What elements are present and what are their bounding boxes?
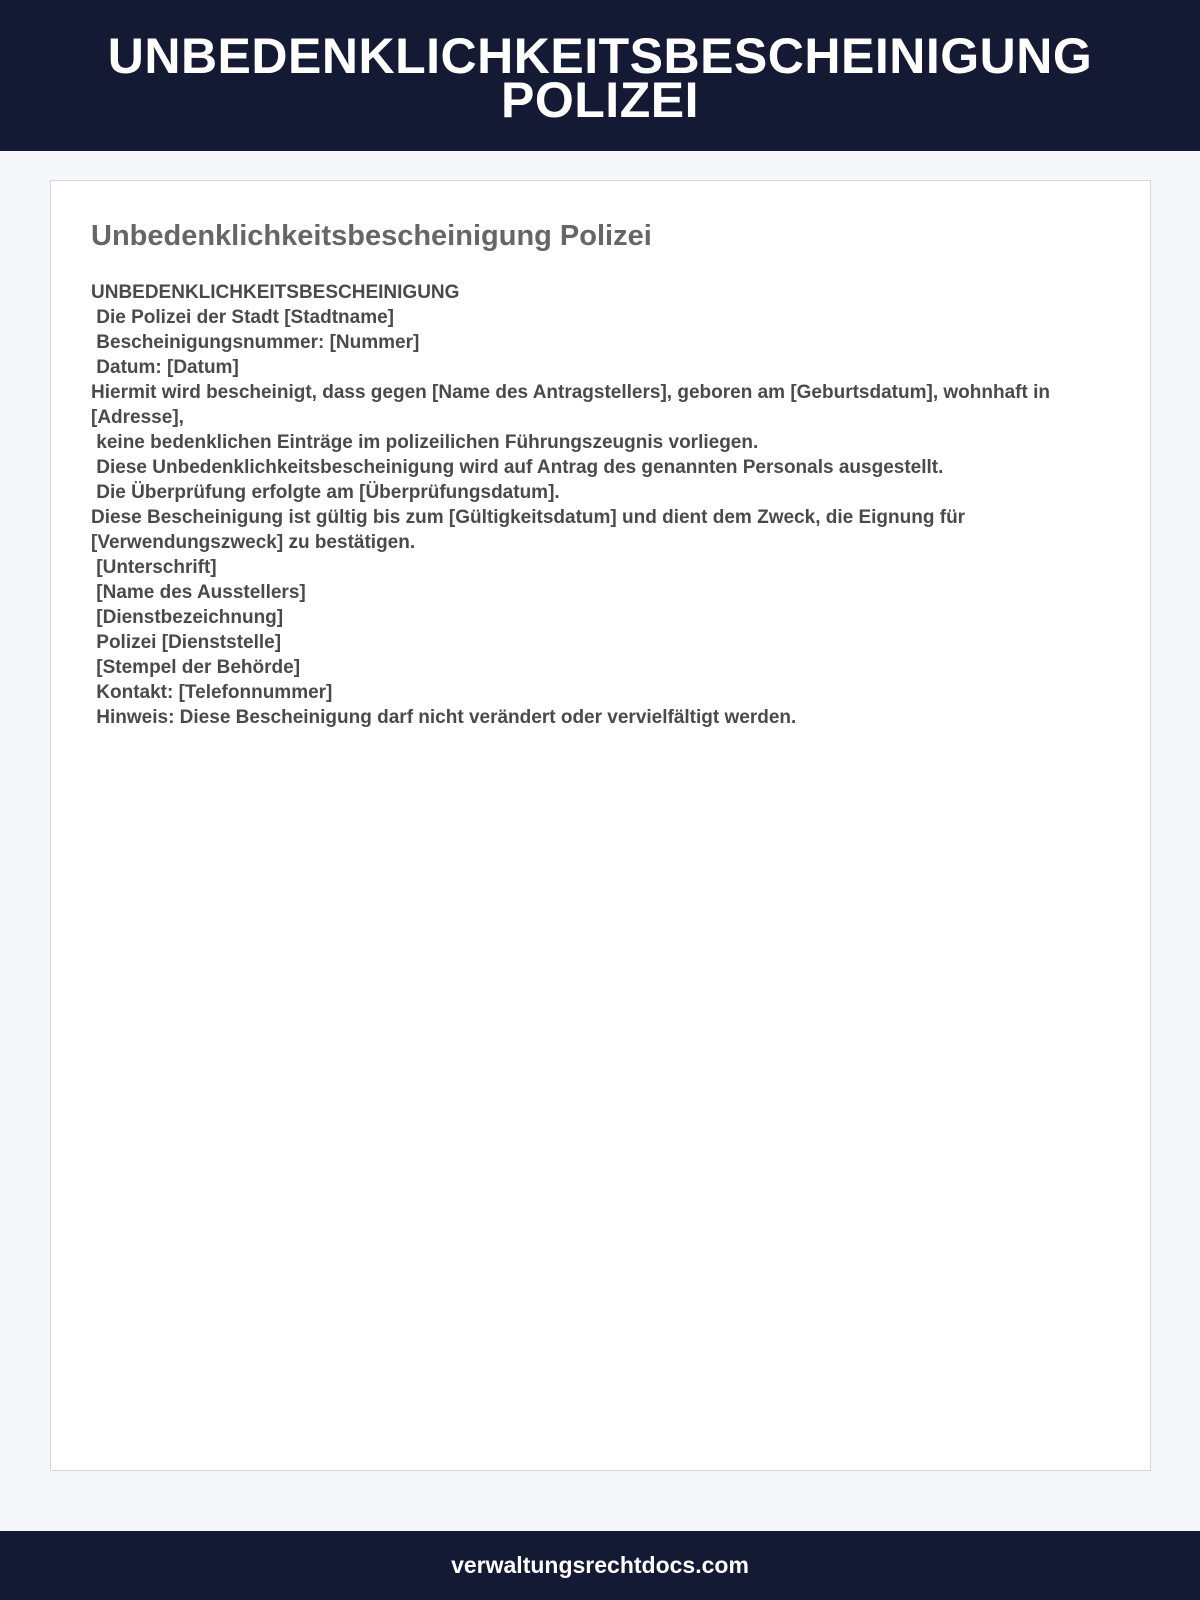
- document-card: [50, 180, 1151, 1471]
- footer-site-link[interactable]: verwaltungsrechtdocs.com: [451, 1552, 749, 1578]
- document-body: UNBEDENKLICHKEITSBESCHEINIGUNG Die Polizei der Stadt [Stadtname] Bescheinigungsnummer: [Nummer] Datum: [Datum] Hiermit wird bescheinigt, dass gegen [Name des Antragstellers], geboren am [Geburtsdatum], wohnhaft in [Adresse], keine bedenklichen Einträge im polizeilichen Führungszeugnis vorliegen. Diese Unbedenklichkeitsbescheinigung wird auf Antrag des genannten Personals ausgestellt. Die Überprüfung erfolgte am [Überprüfungsdatum]. Diese Bescheinigung ist gültig bis zum [Gültigkeitsdatum] und dient dem Zweck, die Eignung für [Verwendungszweck] zu bestätigen. [Unterschrift] [Name des Ausstellers] [Dienstbezeichnung] Polizei [Dienststelle] [Stempel der Behörde] Kontakt: [Telefonnummer] Hinweis: Diese Bescheinigung darf nicht verändert oder vervielfältigt werden.: [91, 282, 1050, 728]
- page-header: [0, 0, 1200, 151]
- document-heading: Unbedenklichkeitsbescheinigung Polizei: [91, 220, 652, 252]
- page-footer: [0, 1531, 1200, 1600]
- page-title: UNBEDENKLICHKEITSBESCHEINIGUNG POLIZEI: [107, 28, 1093, 128]
